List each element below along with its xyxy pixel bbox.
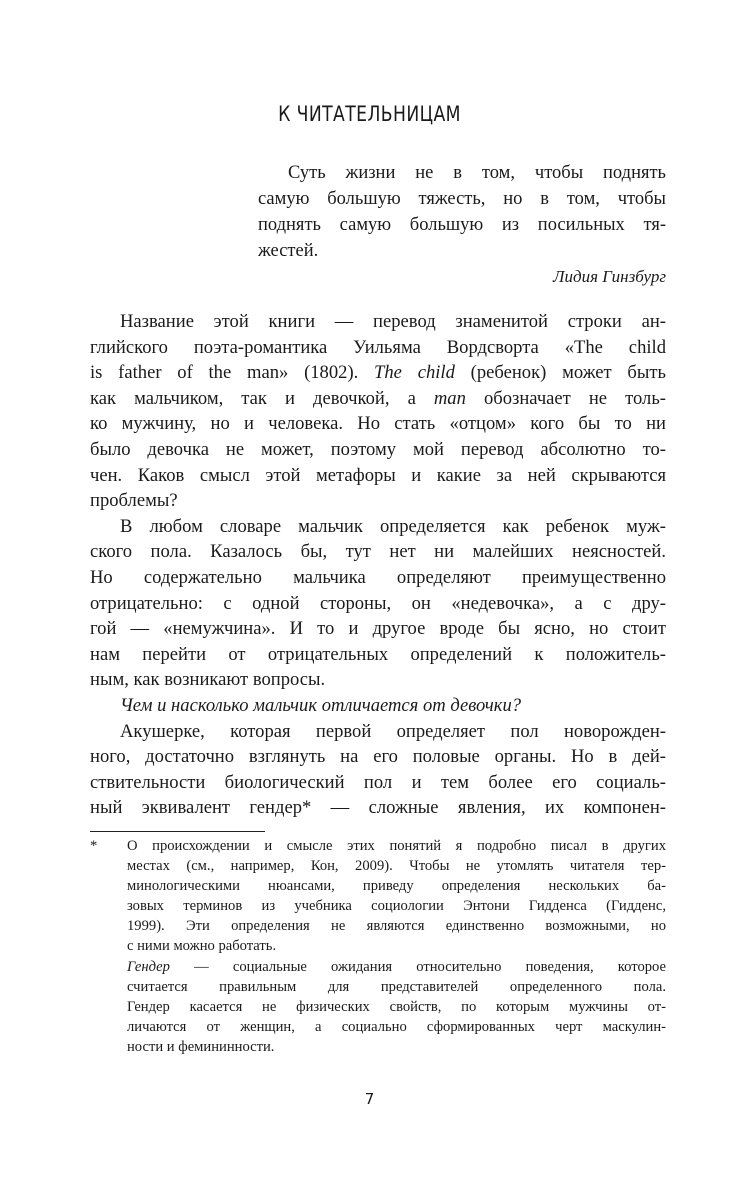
text-line [127,856,666,876]
text-segment: В любом словаре мальчик определяется как ребенок муж- [120,515,666,537]
text-line [127,896,666,916]
text-line [90,770,666,796]
text-segment: ности и фемининности. [127,1038,275,1055]
text-segment: зовых терминов из учебника социологии Энтони Гидденса (Гидденс, [127,898,666,915]
text-segment: как мальчиком, так и девочкой, а [90,387,434,409]
text-line [90,565,666,591]
footnote-divider [90,831,265,832]
text-segment: — социальные ожидания относительно поведения, которое [169,958,666,975]
text-segment: ского пола. Казалось бы, тут нет ни малейших неясностей. [90,541,666,563]
chapter-title: К ЧИТАТЕЛЬНИЦАМ [278,102,461,126]
text-segment: (ребенок) может быть [454,362,666,384]
text-line [90,411,666,437]
text-line [90,719,666,745]
text-segment: ствительности биологический пол и тем более его социаль- [90,771,666,793]
text-segment: Акушерке, которая первой определяет пол новорожден- [120,720,666,742]
text-line [90,514,666,540]
text-segment: с ними можно работать. [127,938,277,955]
text-line [90,667,666,693]
text-line [127,916,666,936]
text-line [90,488,666,514]
text-segment: Суть жизни не в том, чтобы поднять [288,163,666,183]
text-line [90,591,666,617]
text-line [258,212,666,238]
italic-text: Чем и насколько мальчик отличается от девочки? [120,694,522,716]
text-segment: поднять самую большую из посильных тя- [258,215,666,235]
text-segment: считается правильным для представителей определенного пола. [127,978,666,995]
footnote-text [127,836,666,1057]
epigraph-text [258,160,666,264]
text-segment: проблемы? [90,490,178,512]
text-segment: Название этой книги — перевод знаменитой строки ан- [120,311,666,332]
text-segment: было девочка не может, поэтому мой перевод абсолютно то- [90,438,666,460]
epigraph-author: Лидия Гинзбург [553,267,666,286]
text-segment: глийского поэта-романтика Уильяма Вордсворта «The child [90,336,666,358]
text-line [90,309,666,335]
text-segment: отрицательно: с одной стороны, он «недевочка», а с дру- [90,592,666,614]
text-segment: ный эквивалент гендер* — сложные явления, их компонен- [90,797,666,819]
text-line [258,186,666,212]
text-segment: чен. Каков смысл этой метафоры и какие за ней скрываются [90,464,666,486]
text-segment: самую большую тяжесть, но в том, чтобы [258,189,666,209]
text-segment: ко мужчину, но и человека. Но стать «отцом» кого бы то ни [90,413,666,435]
text-line [127,1017,666,1037]
text-segment: гой — «немужчина». И то и другое вроде бы ясно, но стоит [90,618,666,640]
footnote-marker: * [90,838,98,854]
text-segment: Но содержательно мальчика определяют преимущественно [90,566,666,588]
text-line [127,836,666,856]
text-segment: местах (см., например, Кон, 2009). Чтобы не утомлять читателя тер- [127,858,666,875]
text-line [90,693,666,719]
text-line [90,539,666,565]
text-segment: 1999). Эти определения не являются единственно возможными, но [127,918,666,935]
text-line [90,360,666,386]
epigraph [258,160,666,290]
italic-text: Гендер [127,958,170,975]
text-segment: жестей. [258,241,319,261]
text-segment: is father of the man» (1802). [90,362,375,384]
text-segment: ным, как возникают вопросы. [90,669,326,691]
text-line [90,616,666,642]
text-line [90,795,666,821]
text-segment: нам перейти от отрицательных определений к положитель- [90,643,666,665]
text-line [90,744,666,770]
footnote [90,836,666,1057]
text-line [127,997,666,1017]
text-line [127,876,666,896]
text-segment: ного, достаточно взглянуть на его половые органы. Но в дей- [90,746,666,768]
text-line [90,386,666,412]
text-line [127,957,666,977]
text-line [90,463,666,489]
italic-text: man [433,387,466,409]
body-text [90,309,666,821]
text-segment: Гендер касается не физических свойств, по которым мужчины от- [127,998,666,1015]
text-line [127,936,666,956]
text-line [90,335,666,361]
text-line [127,977,666,997]
text-segment: О происхождении и смысле этих понятий я подробно писал в других [127,838,666,854]
text-line [90,642,666,668]
page-number: 7 [364,1090,375,1108]
text-line [258,160,666,186]
text-line [127,1037,666,1057]
text-segment: минологическими нюансами, приведу определения нескольких ба- [127,878,666,895]
text-line [90,437,666,463]
text-line [258,238,666,264]
italic-text: The child [374,362,455,384]
text-segment: обозначает не толь- [465,387,666,409]
text-segment: личаются от женщин, а социально сформированных черт маскулин- [127,1018,666,1035]
